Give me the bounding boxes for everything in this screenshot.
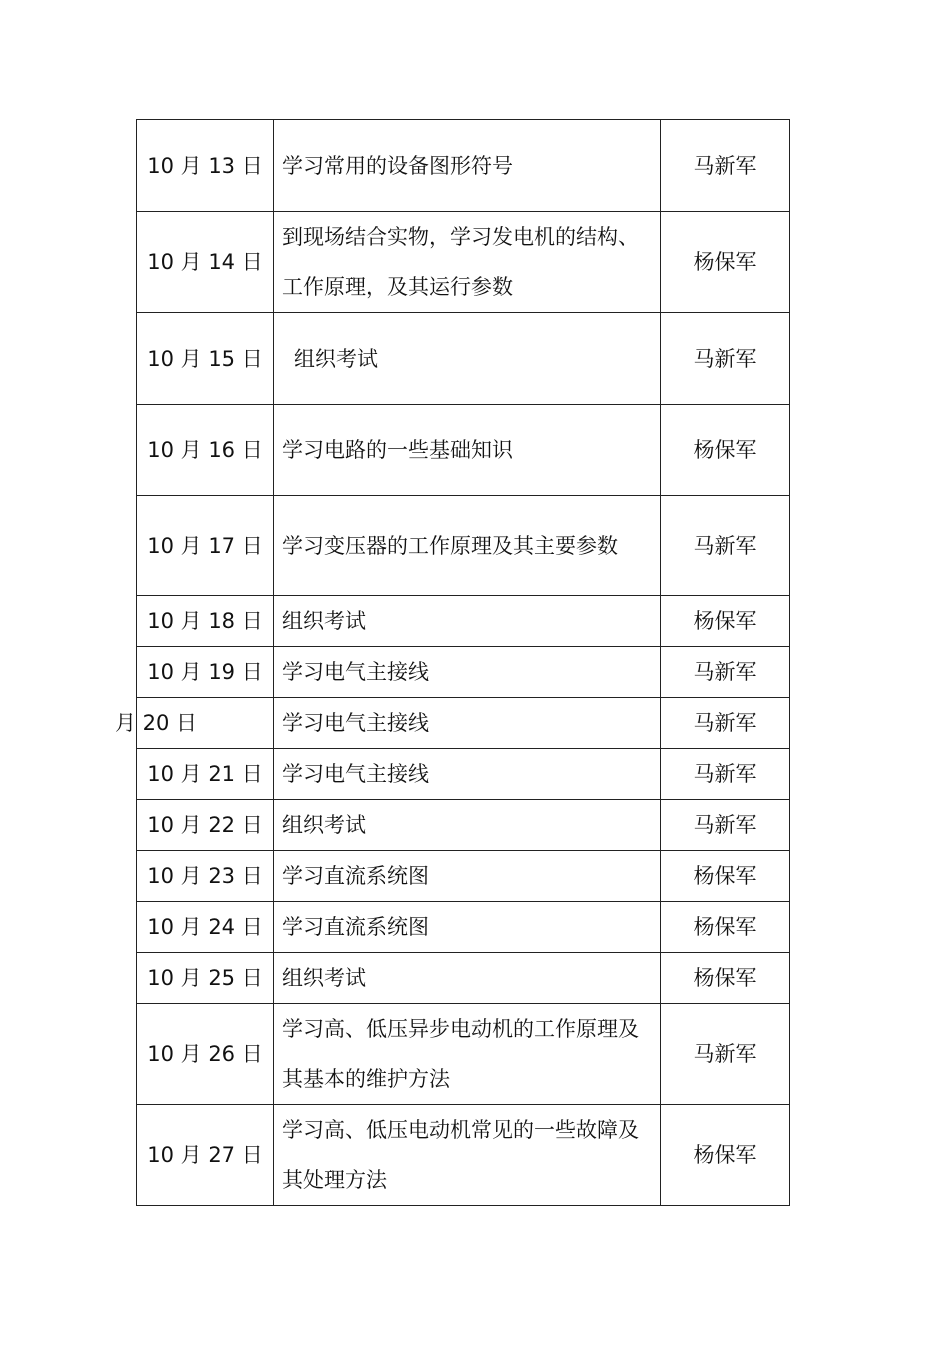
person-cell: 马新军 [661, 1004, 790, 1105]
content-cell [274, 313, 661, 405]
person-cell: 杨保军 [661, 902, 790, 953]
content-cell: 学习直流系统图 [274, 902, 661, 953]
person-cell: 马新军 [661, 698, 790, 749]
table-row [137, 647, 790, 698]
date-cell: 10 月 23 日 [137, 851, 274, 902]
table-row [137, 749, 790, 800]
date-cell: 10 月 22 日 [137, 800, 274, 851]
date-cell: 10 月 14 日 [137, 212, 274, 313]
person-cell: 杨保军 [661, 851, 790, 902]
table-row [137, 800, 790, 851]
person-cell: 马新军 [661, 749, 790, 800]
date-cell: 10 月 26 日 [137, 1004, 274, 1105]
table-row [137, 596, 790, 647]
person-cell: 马新军 [661, 800, 790, 851]
date-cell: 10 月 16 日 [137, 405, 274, 496]
content-cell: 学习电气主接线 [274, 749, 661, 800]
person-cell: 杨保军 [661, 212, 790, 313]
person-cell: 马新军 [661, 496, 790, 596]
content-cell: 学习电气主接线 [274, 698, 661, 749]
training-schedule-table [114, 119, 790, 1206]
date-cell: 10 月 21 日 [137, 749, 274, 800]
table-row [137, 1105, 790, 1206]
content-cell: 学习高、低压电动机常见的一些故障及其处理方法 [274, 1105, 661, 1206]
date-text: 月 20 日 [114, 711, 198, 735]
date-cell: 10 月 15 日 [137, 313, 274, 405]
person-cell: 杨保军 [661, 1105, 790, 1206]
content-cell: 学习电路的一些基础知识 [274, 405, 661, 496]
person-cell: 马新军 [661, 120, 790, 212]
content-cell: 学习常用的设备图形符号 [274, 120, 661, 212]
date-cell: 10 月 25 日 [137, 953, 274, 1004]
table-row [137, 698, 790, 749]
content-cell: 组织考试 [274, 800, 661, 851]
table-row [137, 1004, 790, 1105]
table-row [137, 953, 790, 1004]
table-row [137, 212, 790, 313]
table-row [137, 902, 790, 953]
date-cell: 10 月 18 日 [137, 596, 274, 647]
date-cell: 10 月 17 日 [137, 496, 274, 596]
table-row [137, 313, 790, 405]
content-text: 组织考试 [294, 346, 378, 371]
content-cell: 到现场结合实物，学习发电机的结构、工作原理，及其运行参数 [274, 212, 661, 313]
content-cell: 学习电气主接线 [274, 647, 661, 698]
table-row [137, 120, 790, 212]
person-cell: 杨保军 [661, 953, 790, 1004]
person-cell: 杨保军 [661, 405, 790, 496]
table-row [137, 496, 790, 596]
date-cell [114, 698, 274, 749]
content-cell: 组织考试 [274, 953, 661, 1004]
table-row [137, 405, 790, 496]
date-cell: 10 月 24 日 [137, 902, 274, 953]
table-row [137, 851, 790, 902]
date-cell: 10 月 19 日 [137, 647, 274, 698]
content-cell: 组织考试 [274, 596, 661, 647]
content-cell: 学习变压器的工作原理及其主要参数 [274, 496, 661, 596]
person-cell: 杨保军 [661, 596, 790, 647]
person-cell: 马新军 [661, 313, 790, 405]
date-cell: 10 月 27 日 [137, 1105, 274, 1206]
date-cell: 10 月 13 日 [137, 120, 274, 212]
person-cell: 马新军 [661, 647, 790, 698]
content-cell: 学习直流系统图 [274, 851, 661, 902]
content-cell: 学习高、低压异步电动机的工作原理及其基本的维护方法 [274, 1004, 661, 1105]
